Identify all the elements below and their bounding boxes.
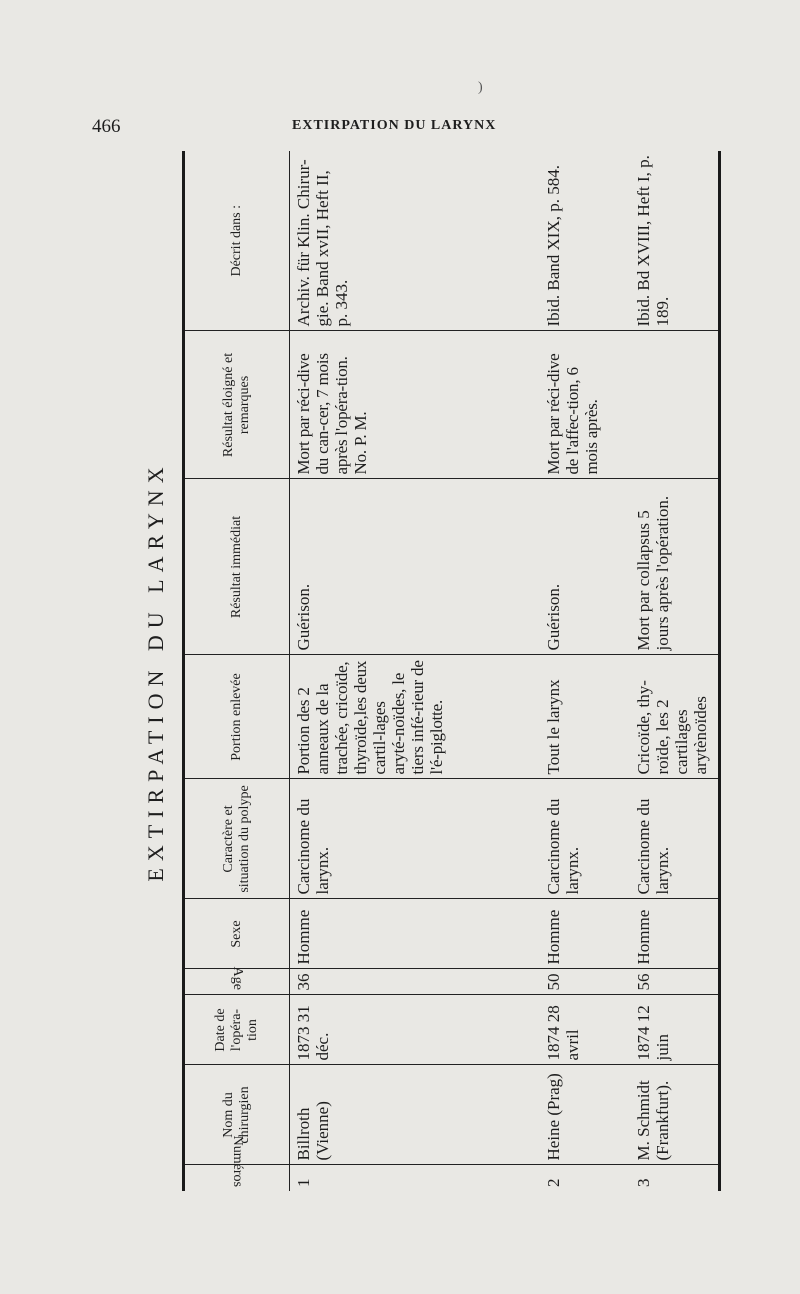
cell-date: 1873 31 déc. [290,995,540,1065]
stray-mark: ) [478,80,483,95]
cell-age: 56 [630,969,720,995]
cell-portion: Tout le larynx [540,655,630,779]
col-header-chirurgien: Nom du chirurgien [184,1065,290,1165]
cell-resultat-immediat: Guérison. [540,479,630,655]
col-header-decrit-dans: Décrit dans : [184,151,290,331]
cell-caractere: Carcinome du larynx. [630,779,720,899]
cell-chirurgien: Heine (Prag) [540,1065,630,1165]
cell-numero: 2 [543,1178,563,1187]
col-header-resultat-immediat: Résultat immédiat [184,479,290,655]
col-header-resultat-eloigne: Résultat éloigné et remarques [184,331,290,479]
cell-sexe: Homme [290,899,540,969]
cell-age: 50 [540,969,630,995]
page-number: 466 [92,116,121,137]
col-header-numeros: Numéros [184,1165,290,1191]
cell-numero: 3 [633,1178,653,1187]
extirpation-table [182,151,721,1191]
cell-age: 36 [290,969,540,995]
cell-decrit-dans: Archiv. für Klin. Chirur-gie. Band xvII, Heft II, p. 343. [290,151,540,331]
cell-decrit-dans: Ibid. Band XIX, p. 584. [540,151,630,331]
cell-resultat-immediat: Mort par collapsus 5 jours après l'opération. [630,479,720,655]
cell-resultat-immediat: Guérison. [290,479,540,655]
col-header-caractere: Caractère et situation du polype [184,779,290,899]
table-row [290,151,540,1191]
cell-portion: Portion des 2 anneaux de la trachée, cricoïde, thyroïde,les deux cartil-lages aryté-noïdes, le tiers infé-rieur de l'é-piglotte. [290,655,540,779]
cell-decrit-dans: Ibid. Bd XVIII, Heft I, p. 189. [630,151,720,331]
cell-portion: Cricoïde, thy-roïde, les 2 cartilages arytènoïdes [630,655,720,779]
page-header [92,116,712,140]
cell-sexe: Homme [630,899,720,969]
cell-caractere: Carcinome du larynx. [540,779,630,899]
table-title: EXTIRPATION DU LARYNX [143,460,168,882]
cell-caractere: Carcinome du larynx. [290,779,540,899]
header-row [184,151,290,1191]
table-row [540,151,630,1191]
col-header-age: Age [184,969,290,995]
cell-date: 1874 12 juin [630,995,720,1065]
col-header-portion: Portion enlevée [184,655,290,779]
table-row [630,151,720,1191]
cell-chirurgien: M. Schmidt (Frankfurt). [630,1065,720,1165]
cell-date: 1874 28 avril [540,995,630,1065]
cell-numero: 1 [294,1178,313,1187]
cell-resultat-eloigne [630,331,720,479]
cell-chirurgien: Billroth (Vienne) [290,1065,540,1165]
cell-resultat-eloigne: Mort par réci-dive du can-cer, 7 mois après l'opéra-tion. No. P. M. [290,331,540,479]
cell-sexe: Homme [540,899,630,969]
running-head: EXTIRPATION DU LARYNX [292,118,497,133]
cell-resultat-eloigne: Mort par réci-dive de l'affec-tion, 6 mois après. [540,331,630,479]
col-header-sexe: Sexe [184,899,290,969]
rotated-table-frame [132,151,712,1191]
col-header-date: Date de l'opéra-tion [184,995,290,1065]
